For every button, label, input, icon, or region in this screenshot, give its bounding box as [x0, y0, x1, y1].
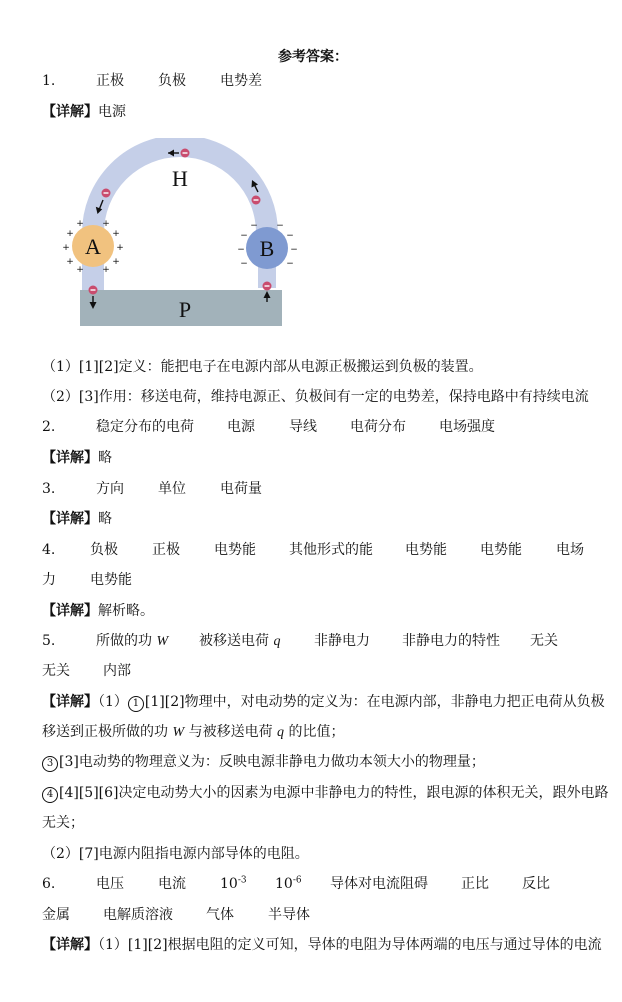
detail-text: [3]电动势的物理意义为：反映电源非静电力做功本领大小的物理量； — [59, 754, 485, 770]
power-base: 10 — [275, 876, 293, 892]
q6-answer-7: 反比 — [522, 876, 550, 892]
page-title: 参考答案： — [278, 49, 348, 65]
plus-sign: + — [116, 243, 124, 253]
q2-answer-5: 电场强度 — [439, 419, 495, 435]
detail-label: 【详解】 — [42, 937, 98, 953]
plus-sign: + — [62, 243, 70, 253]
q1-detail — [42, 103, 126, 121]
q5-answer-2 — [199, 632, 280, 651]
plus-sign: + — [112, 229, 120, 239]
var-q: q — [277, 725, 285, 740]
q4-detail — [42, 602, 154, 620]
detail-text: 略 — [98, 511, 112, 527]
minus-sign: − — [237, 245, 245, 255]
plus-sign: + — [66, 257, 74, 267]
q2-answer-2: 电源 — [227, 419, 255, 435]
plus-sign: + — [102, 219, 110, 229]
power-exponent: -3 — [237, 875, 247, 886]
q3-answer-3: 电荷量 — [220, 481, 262, 497]
minus-sign: − — [286, 259, 294, 269]
q4-answer-4: 其他形式的能 — [289, 542, 373, 558]
minus-sign: − — [286, 231, 294, 241]
electron-minus — [183, 152, 188, 153]
var-w: W — [172, 725, 185, 740]
minus-sign: − — [276, 221, 284, 231]
q6-answer-2: 电流 — [158, 876, 186, 892]
q3-detail — [42, 510, 112, 528]
q2-detail — [42, 449, 112, 467]
q2-answer-3: 导线 — [289, 419, 317, 435]
minus-sign: − — [240, 231, 248, 241]
label-b: B — [259, 236, 275, 261]
detail-text: 电源 — [98, 104, 126, 120]
q4-answer-2: 正极 — [152, 542, 180, 558]
detail-label: 【详解】 — [42, 694, 98, 710]
detail-prefix: （1） — [98, 694, 128, 710]
q6-answer-4 — [275, 875, 302, 893]
plus-sign: + — [76, 265, 84, 275]
q2-number: 2. — [42, 419, 56, 435]
q5-detail-6: （2）[7]电源内阻指电源内部导体的电阻。 — [42, 846, 309, 862]
q3-answer-1: 方向 — [96, 481, 124, 497]
electron-minus — [91, 289, 96, 290]
q6-answer-6: 正比 — [461, 876, 489, 892]
q5-a1-text: 所做的功 — [96, 633, 152, 649]
detail-text: 略 — [98, 450, 112, 466]
q6-answer-1: 电压 — [96, 876, 124, 892]
circled-number: 1 — [128, 696, 144, 712]
q6-cont-2: 电解质溶液 — [103, 907, 173, 923]
plus-sign: + — [66, 229, 74, 239]
q3-number: 3. — [42, 481, 56, 497]
electron-minus — [104, 192, 109, 193]
minus-sign: − — [290, 245, 298, 255]
q6-cont-1: 金属 — [42, 907, 70, 923]
var-q: q — [273, 634, 281, 649]
q5-answer-4: 非静电力的特性 — [402, 633, 500, 649]
detail-label: 【详解】 — [42, 603, 98, 619]
label-p: P — [178, 297, 192, 322]
detail-label: 【详解】 — [42, 511, 98, 527]
circled-number: 4 — [42, 787, 58, 803]
plus-sign: + — [76, 219, 84, 229]
plus-sign: + — [112, 257, 120, 267]
q6-answer-5: 导体对电流阻碍 — [330, 876, 428, 892]
detail-text: 与被移送电荷 — [188, 724, 273, 740]
q4-answer-1: 负极 — [90, 542, 118, 558]
detail-label: 【详解】 — [42, 104, 98, 120]
plus-sign: + — [102, 265, 110, 275]
q5-detail-2 — [42, 723, 344, 742]
detail-text: [1][2]物理中，对电动势的定义为：在电源内部，非静电力把正电荷从负极 — [144, 694, 605, 710]
q6-answer-3 — [220, 875, 247, 893]
q4-number: 4. — [42, 542, 56, 558]
q5-detail-3 — [42, 753, 485, 772]
q1-line-2: （2）[3]作用：移送电荷，维持电源正、负极间有一定的电势差，保持电路中有持续电流 — [42, 389, 589, 405]
minus-sign: − — [250, 221, 258, 231]
battery-circuit-diagram — [58, 138, 298, 333]
q1-answer-3: 电势差 — [220, 73, 262, 89]
q5-number: 5. — [42, 633, 56, 649]
detail-text: 解析略。 — [98, 603, 154, 619]
q6-detail-1 — [42, 936, 602, 954]
q6-number: 6. — [42, 876, 56, 892]
q5-cont-1: 无关 — [42, 663, 70, 679]
q1-answer-2: 负极 — [158, 73, 186, 89]
detail-text: 的比值； — [288, 724, 345, 740]
q5-answer-3: 非静电力 — [314, 633, 370, 649]
label-a: A — [85, 234, 101, 259]
q5-detail-4 — [42, 784, 609, 803]
minus-sign: − — [240, 259, 248, 269]
q1-line-1: （1）[1][2]定义：能把电子在电源内部从电源正极搬运到负极的装置。 — [42, 359, 483, 375]
q2-answer-1: 稳定分布的电荷 — [96, 419, 194, 435]
q2-answer-4: 电荷分布 — [350, 419, 406, 435]
power-base: 10 — [220, 876, 238, 892]
q4-answer-3: 电势能 — [214, 542, 256, 558]
detail-text: 移送到正极所做的功 — [42, 724, 168, 740]
q5-a2-text: 被移送电荷 — [199, 633, 269, 649]
power-exponent: -6 — [292, 875, 302, 886]
q5-answer-1 — [96, 632, 168, 651]
q1-answer-1: 正极 — [96, 73, 124, 89]
circled-number: 3 — [42, 756, 58, 772]
q4-cont-2: 电势能 — [90, 572, 132, 588]
q4-answer-5: 电势能 — [405, 542, 447, 558]
detail-text: （1）[1][2]根据电阻的定义可知，导体的电阻为导体两端的电压与通过导体的电流 — [98, 937, 602, 953]
q5-detail-1 — [42, 693, 605, 712]
detail-text: [4][5][6]决定电动势大小的因素为电源中非静电力的特性，跟电源的体积无关，跟外电路 — [59, 785, 609, 801]
q6-cont-3: 气体 — [206, 907, 234, 923]
q6-cont-4: 半导体 — [268, 907, 310, 923]
electron-minus — [254, 199, 259, 200]
q5-answer-5: 无关 — [530, 633, 558, 649]
electron-minus — [265, 285, 270, 286]
q5-cont-2: 内部 — [103, 663, 131, 679]
label-h: H — [172, 166, 188, 191]
q4-answer-6: 电势能 — [480, 542, 522, 558]
var-w: W — [156, 634, 169, 649]
q1-number: 1. — [42, 73, 56, 89]
detail-label: 【详解】 — [42, 450, 98, 466]
q3-answer-2: 单位 — [158, 481, 186, 497]
q4-answer-7: 电场 — [556, 542, 584, 558]
q4-cont-1: 力 — [42, 572, 56, 588]
q5-detail-5: 无关； — [42, 815, 84, 831]
